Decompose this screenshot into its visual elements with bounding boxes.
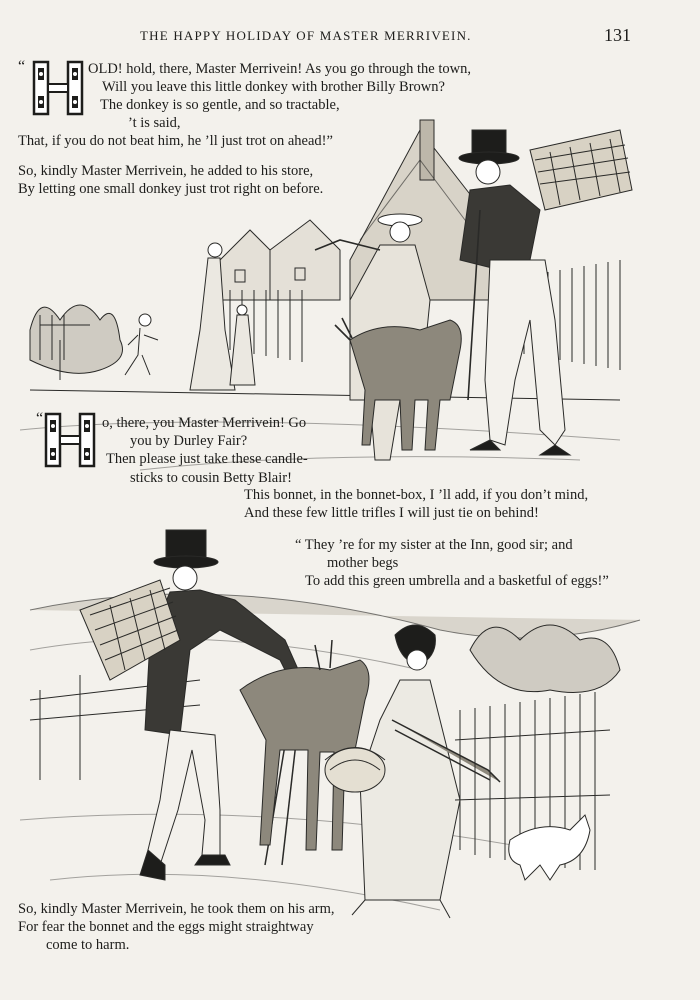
verse-line: That, if you do not beat him, he ’ll just trot on ahead!” xyxy=(18,133,333,149)
verse-line: mother begs xyxy=(327,555,399,572)
open-quote-mark: “ xyxy=(18,58,26,75)
verse-line: By letting one small donkey just trot right on before. xyxy=(18,181,324,198)
verse-line: you by Durley Fair? xyxy=(130,433,248,450)
running-title: THE HAPPY HOLIDAY OF MASTER MERRIVEIN. xyxy=(140,28,472,43)
stanza-3-lines-1-4 xyxy=(102,414,308,487)
verse-line: So, kindly Master Merrivein, he took them on his arm, xyxy=(18,901,335,917)
verse-line: And these few little trifles I will just tie on behind! xyxy=(244,505,539,522)
verse-line: sticks to cousin Betty Blair! xyxy=(130,469,292,486)
verse-line: ’t is said, xyxy=(128,115,181,131)
page-number: 131 xyxy=(604,25,631,45)
verse-line: The donkey is so gentle, and so tractable, xyxy=(100,97,340,113)
stanza-1-line-2 xyxy=(102,78,445,96)
verse-line: Will you leave this little donkey with brother Billy Brown? xyxy=(102,79,445,95)
verse-line: “ They ’re for my sister at the Inn, good sir; and xyxy=(295,537,573,553)
verse-line: o, there, you Master Merrivein! Go xyxy=(102,415,307,431)
verse-line: This bonnet, in the bonnet-box, I ’ll add, if you don’t mind, xyxy=(244,487,589,503)
verse-line: Then please just take these candle- xyxy=(106,451,308,468)
page-header xyxy=(0,25,700,48)
illustration-merrivein-with-donkey xyxy=(20,520,660,940)
verse-line: To add this green umbrella and a basketful of eggs!” xyxy=(305,573,609,590)
stanza-5-lines-1-2 xyxy=(18,900,335,936)
open-quote-mark-2: “ xyxy=(36,410,44,427)
stanza-3-lines-5-6 xyxy=(244,486,588,522)
verse-line: So, kindly Master Merrivein, he added to his store, xyxy=(18,163,314,179)
decorated-initial-h-2 xyxy=(44,412,96,468)
verse-line: come to harm. xyxy=(46,937,130,953)
stanza-1-first-line xyxy=(88,60,471,78)
verse-line: For fear the bonnet and the eggs might straightway xyxy=(18,919,314,936)
verse-line: OLD! hold, there, Master Merrivein! As you go through the town, xyxy=(88,61,471,77)
stanza-5-line-3 xyxy=(46,936,129,954)
